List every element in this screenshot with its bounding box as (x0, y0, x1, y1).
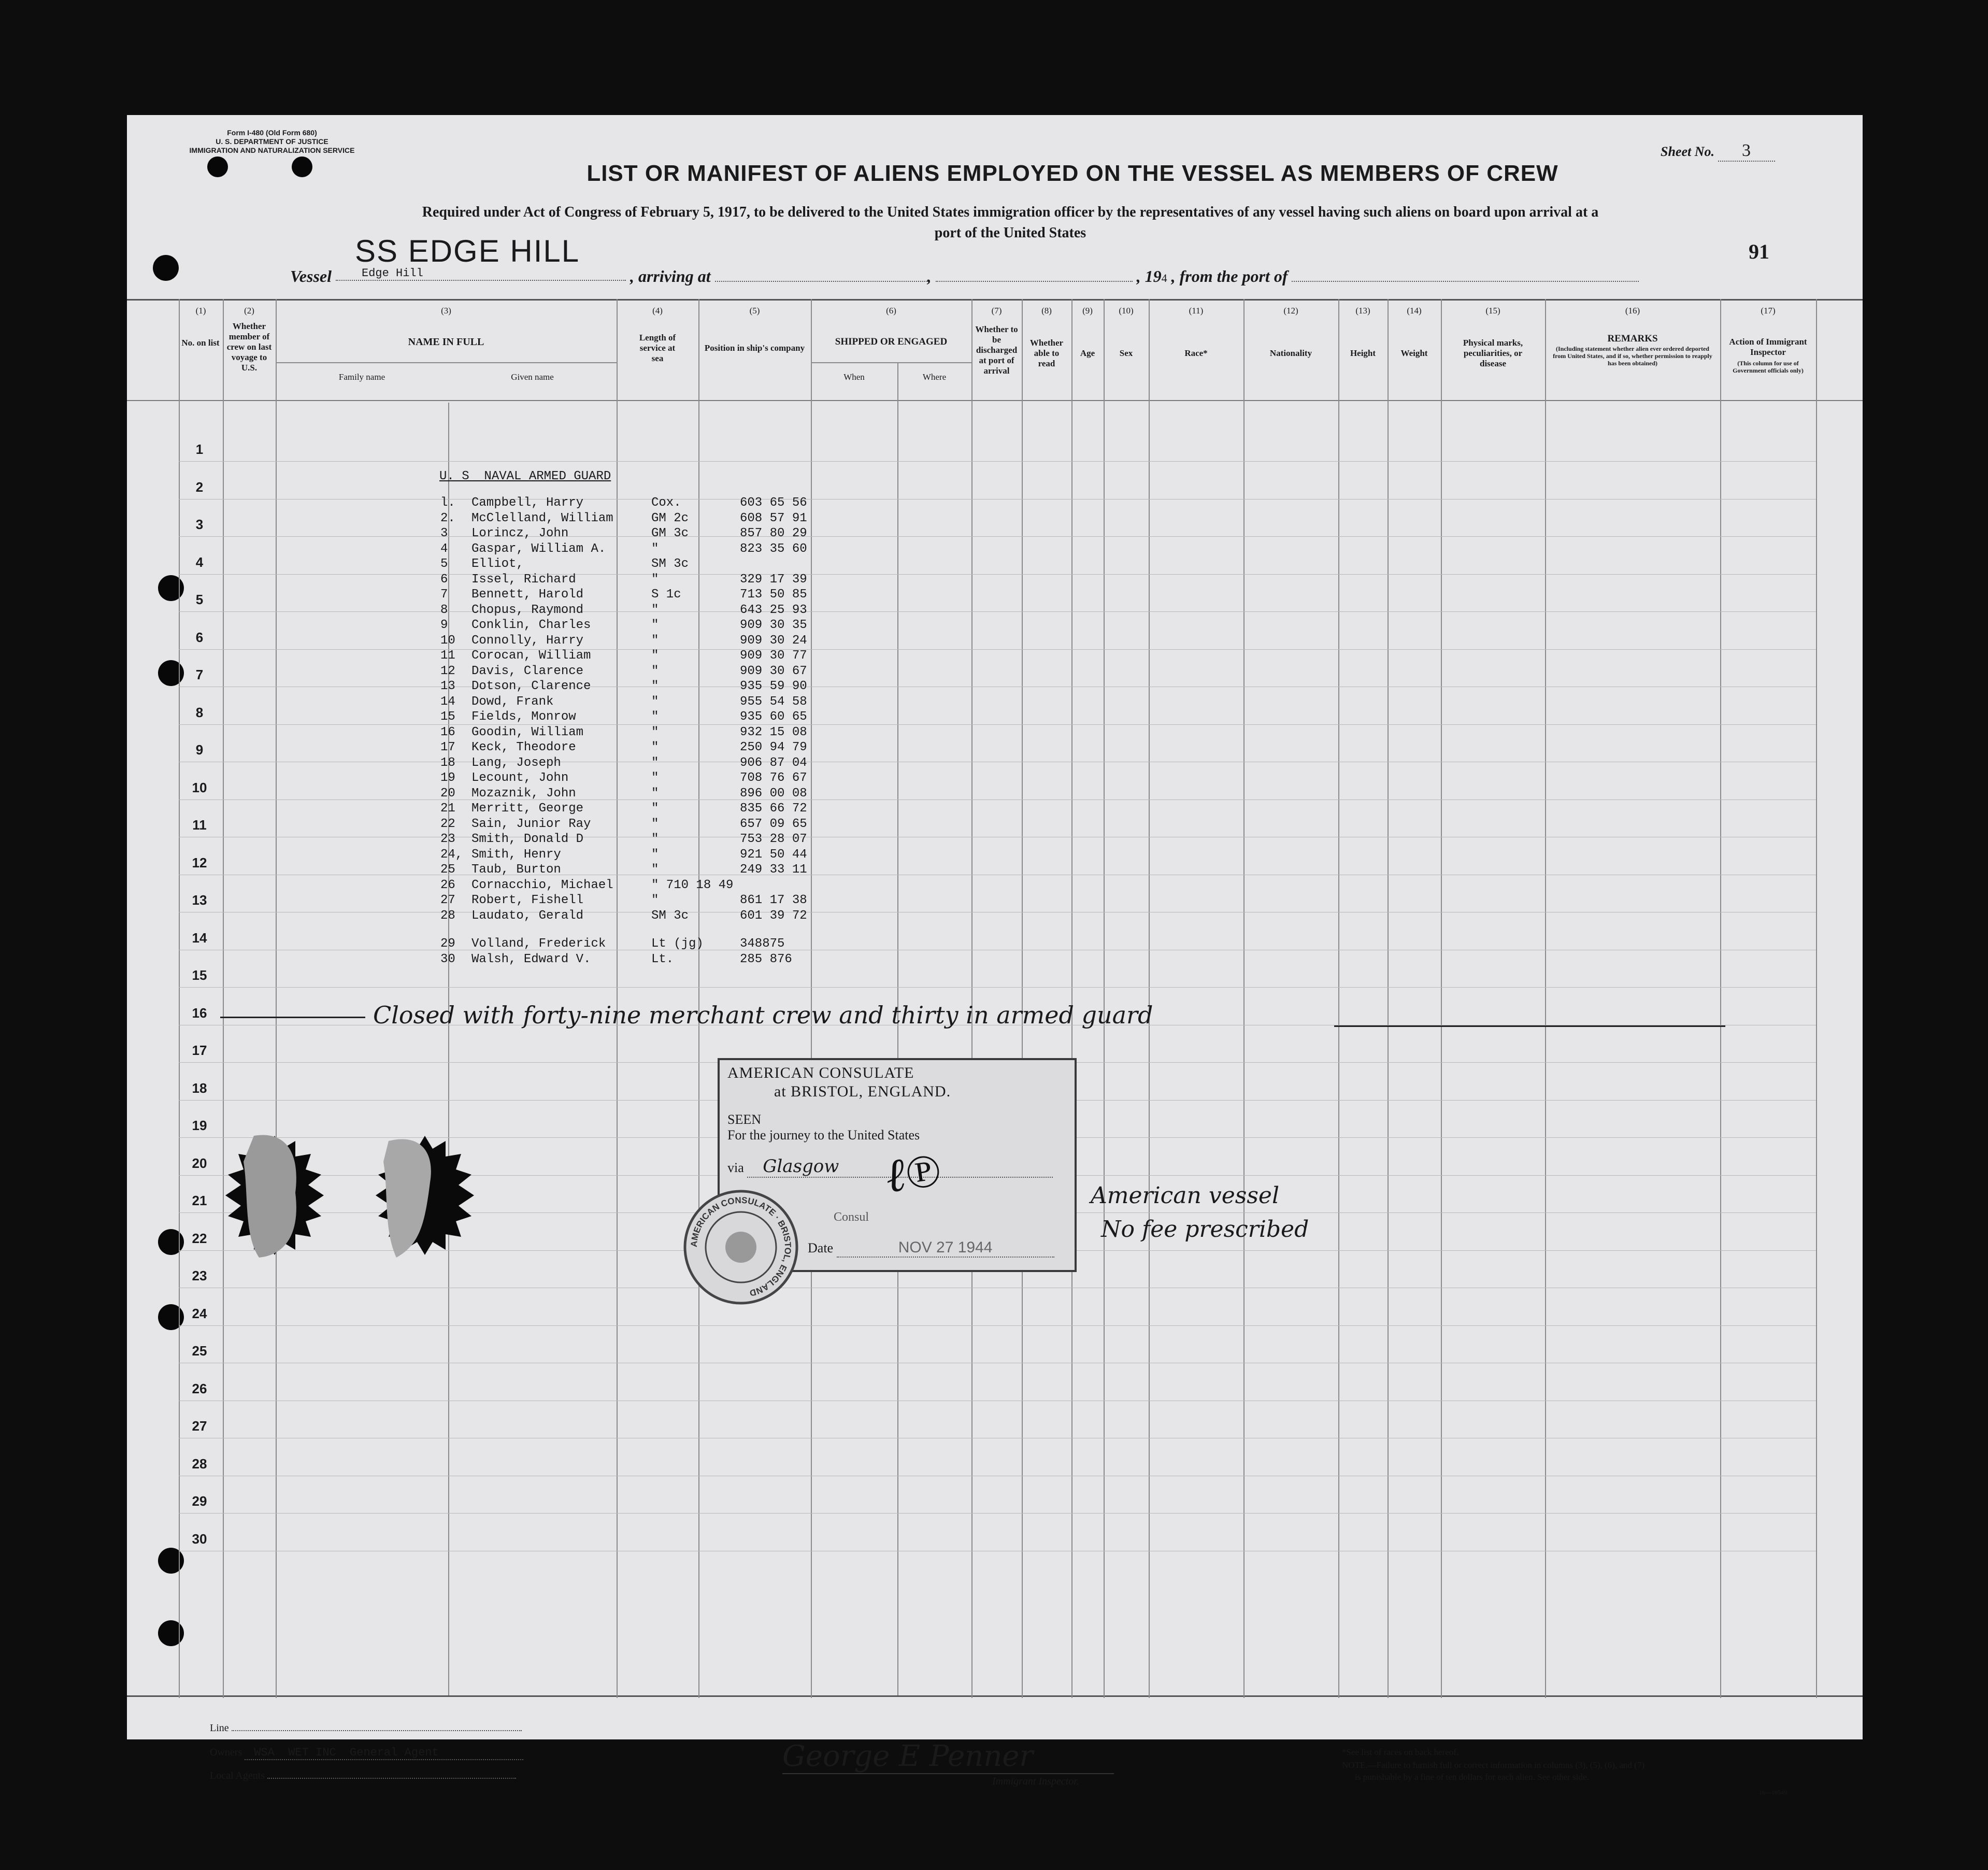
table-top-rule (127, 299, 1863, 301)
row-number: 2 (195, 479, 204, 495)
col-divider (1545, 299, 1546, 1698)
crew-name: Bennett, Harold (471, 588, 584, 602)
stamp-seen: SEEN (727, 1112, 761, 1127)
col-header-weight: Weight (1400, 348, 1428, 358)
stamp-date (808, 1239, 1054, 1258)
crew-name: Lorincz, John (471, 526, 569, 540)
crew-position: SM 3c (651, 908, 689, 923)
row-number: 16 (192, 1005, 207, 1021)
agents-label: Local Agents (210, 1770, 265, 1781)
crew-service-no: 753 28 07 (740, 832, 807, 846)
crew-number: 7 (440, 588, 448, 602)
row-rule (179, 1325, 1816, 1326)
crew-name: Fields, Monrow (471, 710, 576, 724)
col-divider (179, 299, 180, 1698)
row-number: 25 (192, 1343, 207, 1359)
port-label: , from the port of (1171, 267, 1288, 286)
crew-name: Corocan, William (471, 649, 591, 663)
stamp-line2: at BRISTOL, ENGLAND. (774, 1083, 951, 1100)
col-header-sex: Sex (1119, 348, 1133, 358)
col-header-read: Whether able to read (1029, 338, 1064, 368)
owners-label: Owners (210, 1747, 242, 1758)
crew-position: " (651, 694, 659, 709)
sheet-number (1661, 141, 1775, 162)
form-number: Form I-480 (Old Form 680) (227, 129, 317, 137)
crew-service-no: 835 66 72 (740, 802, 807, 816)
row-rule (179, 1513, 1816, 1514)
crew-number: 5 (440, 557, 448, 571)
footnote-races: *See list of races on back hereof. (1342, 1747, 1459, 1757)
col-number: (12) (1283, 306, 1298, 316)
seal-ring-text: AMERICAN CONSULATE · BRISTOL, ENGLAND (689, 1195, 793, 1298)
footnote-penalty-2: is punishable by a fine of ten dollars for each alien. See other side. (1355, 1772, 1589, 1782)
crew-number: 24, (440, 847, 463, 862)
crew-service-no: 932 15 08 (740, 725, 807, 739)
col-divider (448, 403, 449, 1695)
col-header-discharged: Whether to be discharged at port of arrival (975, 324, 1018, 376)
crew-position: " (651, 603, 659, 617)
crew-service-no: 909 30 77 (740, 649, 807, 663)
punch-hole (158, 1304, 184, 1330)
crew-name: Smith, Donald D (471, 832, 584, 846)
col-divider (1441, 299, 1442, 1698)
row-number: 24 (192, 1305, 207, 1321)
crew-number: 23 (440, 832, 455, 846)
row-number: 7 (195, 667, 204, 682)
name-rule (276, 362, 617, 363)
row-number: 11 (192, 817, 207, 833)
crew-name: Gaspar, William A. (471, 541, 606, 556)
col-header-height: Height (1350, 348, 1376, 358)
col-divider (1720, 299, 1721, 1698)
crew-number: 16 (440, 725, 455, 739)
row-number: 23 (192, 1268, 207, 1283)
row-number: 14 (192, 930, 207, 946)
crew-service-no: 643 25 93 (740, 603, 807, 617)
row-number: 9 (195, 742, 204, 758)
crew-position: " (651, 664, 659, 678)
crew-service-no: 603 65 56 (740, 496, 807, 510)
crew-number: 8 (440, 603, 448, 617)
crew-position: " (651, 679, 659, 693)
stamp-consul: Consul (834, 1210, 869, 1224)
crew-position: " (651, 710, 659, 724)
col-number: (8) (1041, 306, 1052, 316)
col-number: (1) (195, 306, 206, 316)
crew-service-no: 861 17 38 (740, 893, 807, 907)
port-value (1292, 281, 1639, 282)
header-bottom-rule (127, 400, 1863, 401)
crew-position: " (651, 786, 659, 801)
line-label: Line (210, 1722, 229, 1734)
shipped-rule (811, 362, 971, 363)
crew-service-no: 935 60 65 (740, 710, 807, 724)
row-number: 4 (195, 554, 204, 570)
crew-position: GM 2c (651, 511, 689, 525)
crew-service-no: 657 09 65 (740, 817, 807, 831)
form-id-block (174, 129, 370, 155)
crew-position: GM 3c (651, 526, 689, 540)
crew-number: 12 (440, 664, 455, 678)
inspector-label: Immigrant Inspector. (992, 1776, 1079, 1787)
crew-number: 6 (440, 572, 448, 587)
col-divider (223, 299, 224, 1698)
row-number: 21 (192, 1193, 207, 1208)
row-number: 13 (192, 892, 207, 908)
stamp-via-value: Glasgow (747, 1156, 1053, 1178)
requirement-line1: Required under Act of Congress of February 5, 1917, to be delivered to the United States immigration officer by the representatives of any vessel having such aliens on board upon arrival at a (422, 204, 1599, 220)
crew-name: Sain, Junior Ray (471, 817, 591, 831)
row-number: 26 (192, 1380, 207, 1396)
crew-number: 26 (440, 878, 455, 892)
crew-name: Chopus, Raymond (471, 603, 584, 617)
crew-number: 18 (440, 755, 455, 770)
row-rule (179, 649, 1816, 650)
crew-number: 21 (440, 802, 455, 816)
crew-name: Issel, Richard (471, 572, 576, 587)
stamped-vessel-name: SS EDGE HILL (355, 234, 580, 268)
side-note-line2: No fee prescribed (1101, 1216, 1309, 1243)
col-number: (16) (1625, 306, 1640, 316)
col-header-remarks-note: (Including statement whether alien ever ordered deported from United States, and if so, whether permission to reapply has been obtained) (1553, 345, 1712, 367)
crew-number: 29 (440, 937, 455, 951)
crew-service-no: 955 54 58 (740, 694, 807, 709)
col-divider (1104, 299, 1105, 1698)
crew-position: " (651, 633, 659, 648)
footer-owners (210, 1746, 523, 1760)
col-divider (1816, 299, 1817, 1698)
crew-number: 13 (440, 679, 455, 693)
col-header-when: When (843, 372, 865, 382)
agents-value (267, 1778, 516, 1779)
side-note-line1: American vessel (1091, 1182, 1280, 1209)
crew-position: " (651, 771, 659, 785)
col-number: (3) (441, 306, 451, 316)
crew-service-no: 921 50 44 (740, 847, 807, 862)
col-number: (17) (1761, 306, 1776, 316)
year-label: , 19 (1136, 267, 1162, 286)
page-title: LIST OR MANIFEST OF ALIENS EMPLOYED ON THE VESSEL AS MEMBERS OF CREW (587, 161, 1558, 186)
service: IMMIGRATION AND NATURALIZATION SERVICE (189, 146, 355, 154)
col-header-physical: Physical marks, peculiarities, or disease (1463, 338, 1523, 368)
stamp-journey: For the journey to the United States (727, 1127, 920, 1143)
manifest-sheet (127, 115, 1863, 1796)
crew-position: S 1c (651, 588, 681, 602)
inspector-signature: George E Penner (782, 1739, 1034, 1773)
closing-rule-left (220, 1017, 365, 1018)
crew-service-no: 935 59 90 (740, 679, 807, 693)
year-value: 4 (1161, 272, 1167, 284)
crew-service-no: 909 30 35 (740, 618, 807, 632)
crew-position: " (651, 755, 659, 770)
stamp-via-label: via (727, 1160, 744, 1175)
crew-number: 2. (440, 511, 455, 525)
crew-position: " (651, 863, 659, 877)
col-number: (5) (749, 306, 760, 316)
footer-agents (210, 1770, 516, 1782)
closing-note: Closed with forty-nine merchant crew and thirty in armed guard (373, 1001, 1153, 1029)
sheet-label: Sheet No. (1661, 144, 1714, 159)
row-number: 27 (192, 1418, 207, 1434)
row-number: 18 (192, 1080, 207, 1096)
col-divider (971, 299, 972, 1698)
crew-name: Conklin, Charles (471, 618, 591, 632)
row-number: 12 (192, 854, 207, 870)
col-header-no: No. on list (181, 338, 220, 348)
crew-number: l. (440, 496, 455, 510)
crew-position: " (651, 802, 659, 816)
punch-hole (153, 255, 179, 281)
crew-name: Davis, Clarence (471, 664, 584, 678)
row-number: 3 (195, 517, 204, 532)
row-rule (179, 574, 1816, 575)
owners-value: WSA WET INC General Agent (245, 1746, 523, 1760)
consul-signature: ℓ℗ (882, 1142, 944, 1204)
crew-number: 9 (440, 618, 448, 632)
row-number: 15 (192, 967, 207, 983)
crew-position: Lt. (651, 952, 674, 966)
crew-position: " (651, 725, 659, 739)
row-number: 30 (192, 1531, 207, 1547)
section-heading: U. S NAVAL ARMED GUARD (439, 469, 611, 483)
col-number: (7) (991, 306, 1002, 316)
crew-number: 20 (440, 786, 455, 801)
crew-service-no: 896 00 08 (740, 786, 807, 801)
col-header-race: Race* (1184, 348, 1208, 358)
requirement-line2: port of the United States (934, 225, 1086, 241)
stamp-date-label: Date (808, 1240, 834, 1255)
row-number: 19 (192, 1118, 207, 1133)
crew-service-no: 601 39 72 (740, 908, 807, 923)
row-number: 6 (195, 629, 204, 645)
punch-hole (158, 1548, 184, 1574)
punch-hole (158, 1229, 184, 1255)
crew-service-no: 713 50 85 (740, 588, 807, 602)
col-header-service: Length of service at sea (639, 333, 676, 363)
col-number: (9) (1082, 306, 1093, 316)
crew-service-no: 708 76 67 (740, 771, 807, 785)
crew-number: 28 (440, 908, 455, 923)
crew-name: Robert, Fishell (471, 893, 584, 907)
col-number: (10) (1119, 306, 1134, 316)
crew-service-no: 909 30 24 (740, 633, 807, 648)
crew-number: 25 (440, 863, 455, 877)
col-header-action: Action of Immigrant Inspector (1729, 337, 1807, 357)
crew-name: Connolly, Harry (471, 633, 584, 648)
col-header-position: Position in ship's company (704, 343, 805, 353)
crew-service-no: 909 30 67 (740, 664, 807, 678)
crew-name: Lecount, John (471, 771, 569, 785)
crew-number: 3 (440, 526, 448, 540)
crew-name: Dowd, Frank (471, 694, 554, 709)
crew-service-no: 823 35 60 (740, 541, 807, 556)
crew-position: " (651, 740, 659, 754)
col-header-remarks: REMARKS (1607, 333, 1658, 344)
col-divider (811, 299, 812, 1698)
col-number: (13) (1355, 306, 1370, 316)
crew-position: " (651, 618, 659, 632)
crew-service-no: 285 876 (740, 952, 792, 966)
crew-name: Volland, Frederick (471, 937, 606, 951)
crew-position: " (651, 572, 659, 587)
crew-service-no: 250 94 79 (740, 740, 807, 754)
col-divider (1022, 299, 1023, 1698)
crew-position: " (651, 817, 659, 831)
row-rule (179, 987, 1816, 988)
punch-hole (207, 156, 228, 177)
vessel-line: Vessel Edge Hill , arriving at , , 194 , from the port of (290, 267, 1639, 286)
row-number: 20 (192, 1155, 207, 1171)
crew-service-no: 329 17 39 (740, 572, 807, 587)
col-divider (698, 299, 699, 1698)
row-number: 29 (192, 1493, 207, 1509)
crew-name: Taub, Burton (471, 863, 561, 877)
col-number: (2) (244, 306, 254, 316)
punch-hole (292, 156, 312, 177)
crew-position: Cox. (651, 496, 681, 510)
col-divider (1071, 299, 1072, 1698)
crew-number: 17 (440, 740, 455, 754)
col-number: (4) (652, 306, 663, 316)
crew-name: Cornacchio, Michael (471, 878, 613, 892)
col-divider (276, 299, 277, 1698)
crew-name: McClelland, William (471, 511, 613, 525)
crew-name: Lang, Joseph (471, 755, 561, 770)
col-divider (1149, 299, 1150, 1698)
row-number: 1 (195, 441, 204, 457)
crew-service-no: 857 80 29 (740, 526, 807, 540)
crew-position: " (651, 847, 659, 862)
footer-line (210, 1722, 522, 1734)
col-header-last-voyage: Whether member of crew on last voyage to U.S. (226, 321, 272, 373)
crew-number: 19 (440, 771, 455, 785)
col-divider (1243, 299, 1245, 1698)
crew-name: Walsh, Edward V. (471, 952, 591, 966)
col-header-where: Where (922, 372, 947, 382)
ribbon-seal-right (373, 1131, 477, 1260)
vessel-value: Edge Hill (336, 267, 626, 281)
crew-name: Merritt, George (471, 802, 584, 816)
crew-number: 4 (440, 541, 448, 556)
crew-name: Mozaznik, John (471, 786, 576, 801)
row-rule (179, 611, 1816, 612)
form-code: 16—10549 (1759, 1789, 1787, 1796)
row-rule (179, 536, 1816, 537)
row-number: 5 (195, 592, 204, 607)
crew-position: " (651, 893, 659, 907)
crew-service-no: 906 87 04 (740, 755, 807, 770)
crew-position: " 710 18 49 (651, 878, 734, 892)
punch-hole (158, 1620, 184, 1646)
crew-position: " (651, 541, 659, 556)
crew-service-no: 608 57 91 (740, 511, 807, 525)
crew-position: " (651, 649, 659, 663)
col-header-age: Age (1080, 348, 1095, 358)
crew-position: " (651, 832, 659, 846)
row-number: 10 (192, 779, 207, 795)
crew-name: Dotson, Clarence (471, 679, 591, 693)
col-header-nationality: Nationality (1269, 348, 1312, 358)
crew-name: Elliot, (471, 557, 524, 571)
vessel-label: Vessel (290, 267, 332, 286)
page-number: 91 (1749, 240, 1769, 263)
row-number: 17 (192, 1043, 207, 1058)
row-number: 8 (195, 704, 204, 720)
crew-name: Keck, Theodore (471, 740, 576, 754)
stamp-date-value: NOV 27 1944 (837, 1239, 1054, 1258)
col-number: (14) (1407, 306, 1422, 316)
footnote-penalty: NOTE.—Failure to furnish full or correct information in columns (3), (5), (6), and (7) (1342, 1760, 1644, 1770)
col-number: (11) (1189, 306, 1204, 316)
crew-name: Goodin, William (471, 725, 584, 739)
col-header-action-note: (This column for use of Government officials only) (1733, 360, 1804, 374)
crew-number: 30 (440, 952, 455, 966)
col-header-given: Given name (511, 372, 554, 382)
crew-number: 15 (440, 710, 455, 724)
line-value (232, 1730, 522, 1731)
crew-service-no: 249 33 11 (740, 863, 807, 877)
col-header-name: NAME IN FULL (408, 336, 484, 348)
sheet-value: 3 (1718, 141, 1775, 162)
ribbon-seal-left (223, 1131, 326, 1260)
crew-number: 11 (440, 649, 455, 663)
row-number: 28 (192, 1455, 207, 1472)
department: U. S. DEPARTMENT OF JUSTICE (216, 137, 328, 146)
crew-service-no: 348875 (740, 937, 785, 951)
crew-number: 14 (440, 694, 455, 709)
crew-number: 22 (440, 817, 455, 831)
stamp-line1: AMERICAN CONSULATE (727, 1064, 914, 1081)
row-rule (179, 724, 1816, 725)
col-divider (617, 299, 618, 1698)
crew-name: Smith, Henry (471, 847, 561, 862)
col-number: (15) (1485, 306, 1500, 316)
crew-position: SM 3c (651, 557, 689, 571)
crew-name: Campbell, Harry (471, 496, 584, 510)
arriving-value (715, 281, 927, 282)
table-bottom-rule (127, 1695, 1863, 1697)
row-rule (179, 461, 1816, 462)
col-header-family: Family name (338, 372, 385, 382)
col-divider (1388, 299, 1389, 1698)
arriving-label: , arriving at (630, 267, 711, 286)
date-value (936, 281, 1133, 282)
crew-name: Laudato, Gerald (471, 908, 584, 923)
row-number: 22 (192, 1230, 207, 1246)
crew-position: Lt (jg) (651, 937, 704, 951)
col-number: (6) (886, 306, 896, 316)
closing-rule-right (1334, 1025, 1725, 1027)
consular-seal (681, 1188, 800, 1307)
col-header-shipped: SHIPPED OR ENGAGED (835, 336, 948, 347)
crew-number: 27 (440, 893, 455, 907)
signature-rule (782, 1773, 1114, 1774)
crew-number: 10 (440, 633, 455, 648)
col-divider (1338, 299, 1339, 1698)
punch-hole (158, 575, 184, 601)
punch-hole (158, 660, 184, 686)
